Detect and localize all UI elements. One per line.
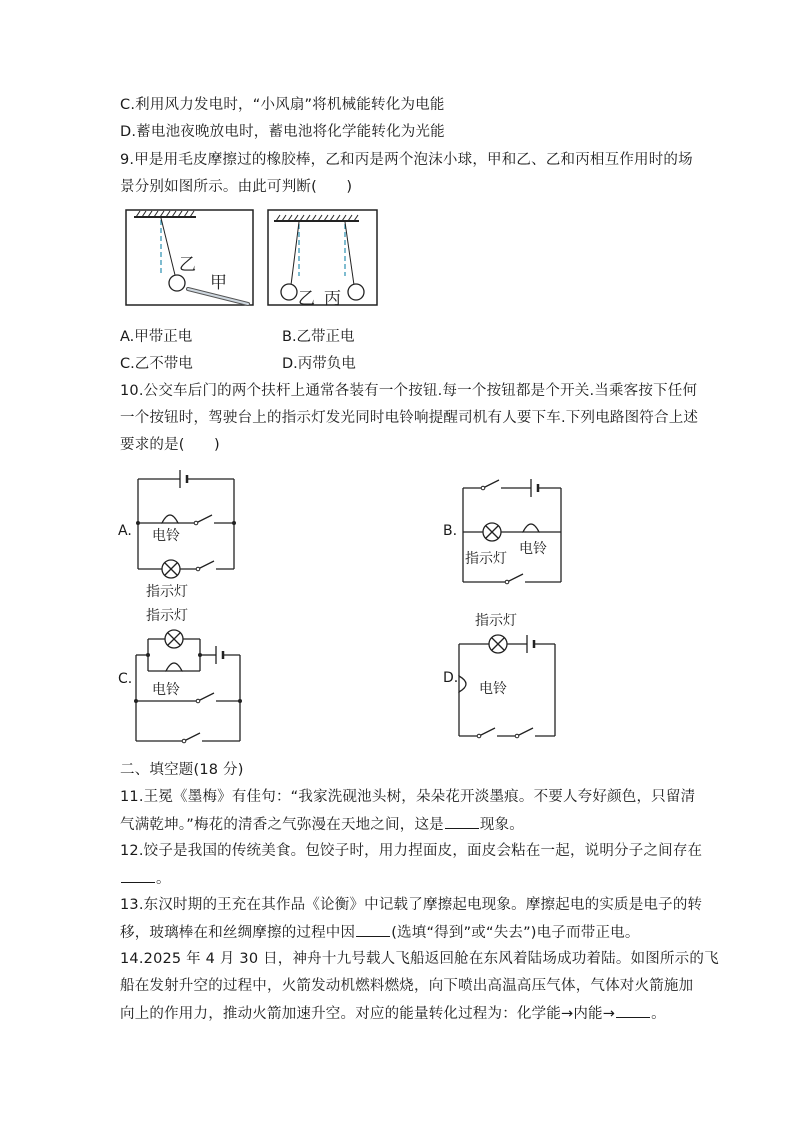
q14-line3 bbox=[120, 1003, 666, 1024]
circuit-c bbox=[118, 605, 248, 750]
q12-blank[interactable] bbox=[121, 868, 155, 883]
label-yi: 乙 bbox=[179, 255, 196, 275]
q12-line2 bbox=[120, 868, 171, 889]
label-yi-2: 乙 bbox=[298, 289, 315, 308]
q11-line1: 11.王冕《墨梅》有佳句：“我家洗砚池头树，朵朵花开淡墨痕。不要人夸好颜色，只留清 bbox=[120, 789, 696, 805]
q10-stem-line1: 10.公交车后门的两个扶杆上通常各装有一个按钮.每一个按钮都是个开关.当乘客按下任何 bbox=[120, 383, 698, 399]
q14-line1: 14.2025 年 4 月 30 日，神舟十九号载人飞船返回舱在东风着陆场成功着陆。如图所示的飞 bbox=[120, 951, 719, 967]
q12-line2-post: 。 bbox=[156, 871, 171, 887]
q14-line3-post: 。 bbox=[651, 1006, 666, 1022]
circuit-d-bell-label: 电铃 bbox=[479, 681, 507, 697]
circuit-a-letter: A. bbox=[118, 523, 132, 539]
circuit-d-letter: D. bbox=[443, 670, 459, 686]
q11-line2-pre: 气满乾坤。”梅花的清香之气弥漫在天地之间，这是 bbox=[120, 817, 444, 833]
q14-line2: 船在发射升空的过程中，火箭发动机燃料燃烧，向下喷出高温高压气体，气体对火箭施加 bbox=[120, 978, 694, 994]
circuit-a bbox=[118, 465, 248, 605]
circuit-b-letter: B. bbox=[443, 523, 458, 539]
circuit-c-lamp-label: 指示灯 bbox=[146, 608, 188, 624]
q9-figure bbox=[124, 208, 384, 308]
q10-stem-line3: 要求的是( ) bbox=[120, 437, 220, 453]
q13-blank[interactable] bbox=[356, 922, 390, 937]
q9-option-c: C.乙不带电 bbox=[120, 356, 193, 372]
q9-option-a: A.甲带正电 bbox=[120, 329, 193, 345]
q9-option-d: D.丙带负电 bbox=[282, 356, 356, 372]
q13-line2-pre: 移，玻璃棒在和丝绸摩擦的过程中因 bbox=[120, 925, 356, 941]
q12-line1: 12.饺子是我国的传统美食。包饺子时，用力捏面皮，面皮会粘在一起，说明分子之间存在 bbox=[120, 843, 703, 859]
circuit-b bbox=[443, 470, 573, 590]
q11-line2 bbox=[120, 814, 524, 835]
label-bing: 丙 bbox=[324, 289, 341, 308]
circuit-a-bell-label: 电铃 bbox=[152, 528, 180, 544]
section-2-heading: 二、填空题(18 分) bbox=[120, 762, 244, 778]
label-jia: 甲 bbox=[210, 273, 227, 293]
circuit-c-letter: C. bbox=[118, 671, 133, 687]
circuit-c-bell-label: 电铃 bbox=[152, 682, 180, 698]
option-c-text: C.利用风力发电时，“小风扇”将机械能转化为电能 bbox=[120, 97, 445, 113]
q14-line3-pre: 向上的作用力，推动火箭加速升空。对应的能量转化过程为：化学能→内能→ bbox=[120, 1006, 616, 1022]
circuit-b-lamp-label: 指示灯 bbox=[465, 551, 507, 567]
q13-line2-post: (选填“得到”或“失去”)电子而带正电。 bbox=[391, 925, 640, 941]
circuit-d bbox=[443, 610, 573, 745]
q10-stem-line2: 一个按钮时，驾驶台上的指示灯发光同时电铃响提醒司机有人要下车.下列电路图符合上述 bbox=[120, 410, 699, 426]
q11-line2-post: 现象。 bbox=[479, 817, 524, 833]
q11-blank[interactable] bbox=[445, 814, 479, 829]
circuit-d-lamp-label: 指示灯 bbox=[475, 613, 517, 629]
option-d-text: D.蓄电池夜晚放电时，蓄电池将化学能转化为光能 bbox=[120, 124, 445, 140]
q9-stem-line2: 景分别如图所示。由此可判断( ) bbox=[120, 179, 353, 195]
q14-blank[interactable] bbox=[616, 1003, 650, 1018]
q13-line2 bbox=[120, 922, 640, 943]
q13-line1: 13.东汉时期的王充在其作品《论衡》中记载了摩擦起电现象。摩擦起电的实质是电子的转 bbox=[120, 897, 703, 913]
q9-stem-line1: 9.甲是用毛皮摩擦过的橡胶棒，乙和丙是两个泡沫小球，甲和乙、乙和丙相互作用时的场 bbox=[120, 152, 693, 168]
q9-option-b: B.乙带正电 bbox=[282, 329, 355, 345]
circuit-a-lamp-label: 指示灯 bbox=[146, 584, 188, 600]
circuit-b-bell-label: 电铃 bbox=[519, 541, 547, 557]
